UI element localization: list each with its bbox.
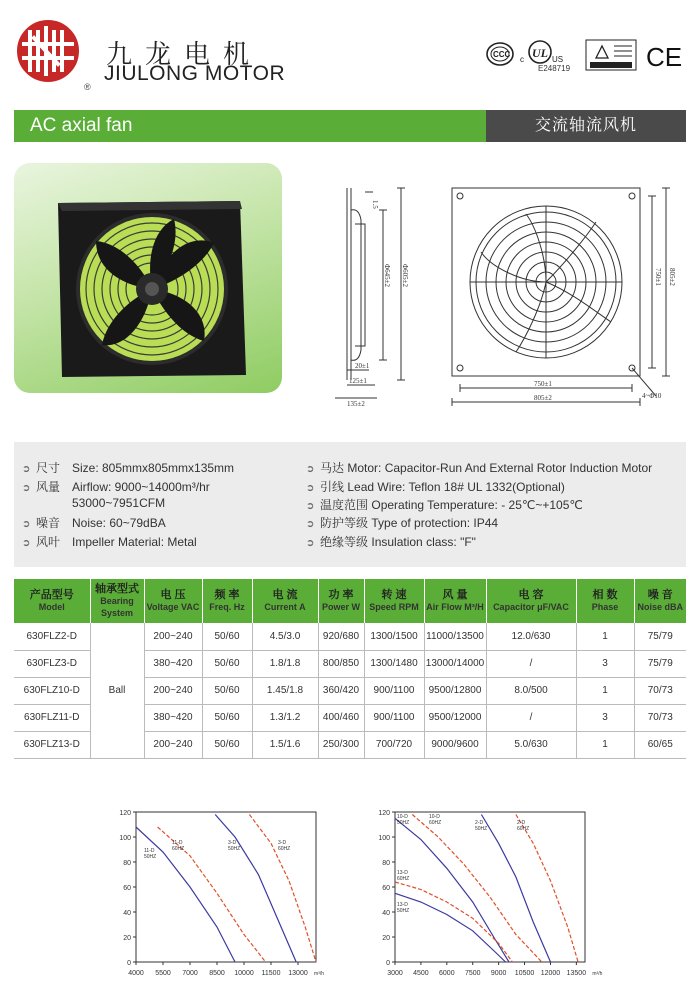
cell-noise: 75/79 bbox=[634, 650, 686, 677]
bullet-icon: ➲ bbox=[306, 483, 315, 494]
cell-current: 1.5/1.6 bbox=[252, 731, 318, 758]
header-speed: 转 速 Speed RPM bbox=[364, 579, 424, 623]
y-tick-label: 120 bbox=[119, 810, 131, 817]
dim-hole-spacing-v: 750±1 bbox=[654, 268, 662, 286]
cell-frequency: 50/60 bbox=[202, 731, 252, 758]
cell-voltage: 380~420 bbox=[144, 650, 202, 677]
series-label: 10-D bbox=[429, 814, 440, 820]
cell-airflow: 9000/9600 bbox=[424, 731, 486, 758]
dim-mount-holes: 4~Φ10 bbox=[642, 392, 662, 400]
bullet-icon: ➲ bbox=[22, 538, 31, 549]
y-tick-label: 80 bbox=[382, 860, 390, 867]
cell-phase: 1 bbox=[576, 623, 634, 650]
bullet-icon: ➲ bbox=[22, 464, 31, 475]
certification-marks bbox=[486, 38, 692, 78]
series-line bbox=[215, 815, 296, 963]
header-noise: 噪 音 Noise dBA bbox=[634, 579, 686, 623]
plot-frame bbox=[136, 812, 316, 962]
side-view-drawing bbox=[325, 180, 415, 410]
specifications-panel bbox=[14, 442, 686, 567]
x-tick-label: 6000 bbox=[439, 970, 455, 977]
cell-current: 1.3/1.2 bbox=[252, 704, 318, 731]
bullet-icon: ➲ bbox=[22, 483, 31, 494]
dim-outer-size-h: 805±2 bbox=[534, 394, 552, 402]
tuv-mark-icon bbox=[586, 40, 636, 70]
plot-frame bbox=[395, 812, 585, 962]
cell-capacitor: 8.0/500 bbox=[486, 677, 576, 704]
cell-airflow: 13000/14000 bbox=[424, 650, 486, 677]
y-tick-label: 100 bbox=[378, 835, 390, 842]
cell-capacitor: / bbox=[486, 650, 576, 677]
y-tick-label: 40 bbox=[123, 910, 131, 917]
cell-capacitor: / bbox=[486, 704, 576, 731]
series-label: 60HZ bbox=[429, 820, 442, 826]
cert-c-text: c bbox=[520, 55, 524, 64]
cell-model: 630FLZ10-D bbox=[14, 677, 90, 704]
series-label: 10-D bbox=[397, 814, 408, 820]
cell-airflow: 11000/13500 bbox=[424, 623, 486, 650]
series-label: 50HZ bbox=[397, 908, 410, 914]
x-tick-label: 4000 bbox=[128, 970, 144, 977]
x-tick-label: 5500 bbox=[155, 970, 171, 977]
series-line bbox=[395, 818, 509, 962]
cell-phase: 1 bbox=[576, 677, 634, 704]
series-label: 11-D bbox=[172, 840, 183, 846]
x-tick-label: 13000 bbox=[288, 970, 308, 977]
cell-power: 360/420 bbox=[318, 677, 364, 704]
performance-chart-left bbox=[100, 800, 340, 980]
series-line bbox=[249, 815, 316, 963]
series-label: 3-D bbox=[278, 840, 287, 846]
header-capacitor: 电 容 Capacitor μF/VAC bbox=[486, 579, 576, 623]
ccc-mark-icon bbox=[487, 43, 513, 65]
cell-airflow: 9500/12800 bbox=[424, 677, 486, 704]
spec-lead-wire: ➲ 引线 Lead Wire: Teflon 18# UL 1332(Optional) bbox=[306, 480, 565, 494]
y-tick-label: 60 bbox=[382, 885, 390, 892]
cell-noise: 75/79 bbox=[634, 623, 686, 650]
spec-impeller: ➲ 风叶 Impeller Material: Metal bbox=[22, 535, 197, 549]
cell-speed: 1300/1480 bbox=[364, 650, 424, 677]
spec-airflow: ➲ 风量 Airflow: 9000~14000m³/hr bbox=[22, 480, 210, 494]
x-tick-label: 7500 bbox=[464, 970, 481, 977]
dim-ring-inner: Φ605±2 bbox=[401, 264, 409, 287]
cell-speed: 900/1100 bbox=[364, 704, 424, 731]
dim-depth-2: 125±1 bbox=[349, 377, 367, 385]
series-line bbox=[516, 815, 578, 963]
x-tick-label: 7000 bbox=[182, 970, 198, 977]
cell-phase: 3 bbox=[576, 650, 634, 677]
series-line bbox=[395, 882, 513, 962]
dim-hole-spacing-h: 750±1 bbox=[534, 380, 552, 388]
dim-ring-outer: Φ645±2 bbox=[383, 264, 391, 287]
cell-voltage: 380~420 bbox=[144, 704, 202, 731]
cell-airflow: 9500/12000 bbox=[424, 704, 486, 731]
spec-size: ➲ 尺寸 Size: 805mmx805mmx135mm bbox=[22, 461, 235, 475]
cell-phase: 3 bbox=[576, 704, 634, 731]
brand-name-cn: 九龙电机 bbox=[106, 40, 263, 70]
x-tick-label: 10000 bbox=[234, 970, 254, 977]
product-photo bbox=[14, 163, 282, 393]
series-label: 13-D bbox=[397, 902, 408, 908]
spec-temperature: ➲ 温度范围 Operating Temperature: - 25℃~+105℃ bbox=[306, 498, 583, 512]
x-tick-label: 13500 bbox=[566, 970, 587, 977]
x-tick-label: 3000 bbox=[387, 970, 403, 977]
x-tick-label: 11500 bbox=[261, 970, 281, 977]
fan-image bbox=[14, 163, 282, 393]
cell-noise: 70/73 bbox=[634, 704, 686, 731]
header-model: 产品型号 Model bbox=[14, 579, 90, 623]
cell-model: 630FLZ11-D bbox=[14, 704, 90, 731]
series-label: 3-D bbox=[228, 840, 237, 846]
cell-phase: 1 bbox=[576, 731, 634, 758]
cell-voltage: 200~240 bbox=[144, 731, 202, 758]
y-tick-label: 40 bbox=[382, 910, 390, 917]
series-label: 11-D bbox=[144, 848, 155, 854]
cell-frequency: 50/60 bbox=[202, 623, 252, 650]
bullet-icon: ➲ bbox=[22, 519, 31, 530]
series-label: 60HZ bbox=[278, 846, 291, 852]
banner-title-en: AC axial fan bbox=[14, 110, 486, 142]
cell-speed: 900/1100 bbox=[364, 677, 424, 704]
y-tick-label: 60 bbox=[123, 885, 131, 892]
x-unit-label: m³/h bbox=[592, 971, 603, 977]
cell-model: 630FLZ13-D bbox=[14, 731, 90, 758]
series-label: 60HZ bbox=[172, 846, 185, 852]
bullet-icon: ➲ bbox=[306, 538, 315, 549]
y-tick-label: 20 bbox=[382, 935, 390, 942]
svg-text:UL: UL bbox=[532, 46, 548, 60]
x-tick-label: 4500 bbox=[413, 970, 429, 977]
ce-mark-icon bbox=[646, 42, 682, 72]
cell-power: 920/680 bbox=[318, 623, 364, 650]
header-frequency: 频 率 Freq. Hz bbox=[202, 579, 252, 623]
x-tick-label: 10500 bbox=[514, 970, 535, 977]
cell-model: 630FLZ2-D bbox=[14, 623, 90, 650]
cell-power: 250/300 bbox=[318, 731, 364, 758]
brand-name-en: JIULONG MOTOR bbox=[104, 62, 286, 85]
x-unit-label: m³/h bbox=[314, 971, 324, 977]
spec-motor: ➲ 马达 Motor: Capacitor-Run And External Rotor Induction Motor bbox=[306, 461, 653, 475]
cell-frequency: 50/60 bbox=[202, 650, 252, 677]
dim-outer-size-v: 805±2 bbox=[668, 268, 676, 286]
header-power: 功 率 Power W bbox=[318, 579, 364, 623]
brand-logo bbox=[14, 18, 82, 84]
front-view-drawing bbox=[446, 182, 684, 412]
header-bearing: 轴承型式 Bearing System bbox=[90, 579, 144, 623]
cell-bearing: Ball bbox=[90, 623, 144, 758]
cell-current: 1.8/1.8 bbox=[252, 650, 318, 677]
series-label: 60HZ bbox=[397, 876, 410, 882]
bullet-icon: ➲ bbox=[306, 519, 315, 530]
spec-noise: ➲ 噪音 Noise: 60~79dBA bbox=[22, 516, 166, 530]
table-header-row bbox=[14, 579, 686, 623]
cell-speed: 1300/1500 bbox=[364, 623, 424, 650]
y-tick-label: 20 bbox=[123, 935, 131, 942]
x-tick-label: 8500 bbox=[209, 970, 225, 977]
bullet-icon: ➲ bbox=[306, 464, 315, 475]
header-current: 电 流 Current A bbox=[252, 579, 318, 623]
x-tick-label: 9000 bbox=[490, 970, 507, 977]
cell-current: 4.5/3.0 bbox=[252, 623, 318, 650]
bullet-icon: ➲ bbox=[306, 501, 315, 512]
banner-title-cn: 交流轴流风机 bbox=[486, 110, 686, 142]
cell-frequency: 50/60 bbox=[202, 704, 252, 731]
registered-mark: ® bbox=[84, 82, 91, 92]
cert-ce-text: CE bbox=[646, 42, 683, 72]
ul-file-number: E248719 bbox=[538, 64, 571, 73]
cell-power: 800/850 bbox=[318, 650, 364, 677]
series-label: 50HZ bbox=[475, 826, 488, 832]
cell-noise: 60/65 bbox=[634, 731, 686, 758]
ul-mark-icon bbox=[520, 41, 563, 64]
series-line bbox=[481, 815, 550, 963]
series-line bbox=[412, 815, 542, 963]
header-voltage: 电 压 Voltage VAC bbox=[144, 579, 202, 623]
spec-protection: ➲ 防护等级 Type of protection: IP44 bbox=[306, 516, 499, 530]
spec-airflow-cfm: 53000~7951CFM bbox=[72, 496, 166, 510]
cell-model: 630FLZ3-D bbox=[14, 650, 90, 677]
series-label: 50HZ bbox=[397, 820, 410, 826]
series-label: 50HZ bbox=[228, 846, 241, 852]
dim-flange: 1.5 bbox=[371, 200, 379, 209]
y-tick-label: 120 bbox=[378, 810, 390, 817]
spec-insulation: ➲ 绝缘等级 Insulation class: "F" bbox=[306, 535, 476, 549]
y-tick-label: 100 bbox=[119, 835, 131, 842]
cell-capacitor: 12.0/630 bbox=[486, 623, 576, 650]
y-tick-label: 0 bbox=[127, 960, 131, 967]
series-label: 60HZ bbox=[517, 826, 530, 832]
dim-depth-3: 135±2 bbox=[347, 400, 365, 408]
table-row bbox=[14, 623, 686, 650]
series-label: 2-D bbox=[475, 820, 484, 826]
cell-voltage: 200~240 bbox=[144, 677, 202, 704]
cell-capacitor: 5.0/630 bbox=[486, 731, 576, 758]
dim-depth-1: 20±1 bbox=[355, 362, 370, 370]
svg-text:CCC: CCC bbox=[493, 50, 511, 59]
cell-frequency: 50/60 bbox=[202, 677, 252, 704]
series-line bbox=[395, 893, 506, 962]
cell-noise: 70/73 bbox=[634, 677, 686, 704]
header-airflow: 风 量 Air Flow M³/H bbox=[424, 579, 486, 623]
series-label: 2-D bbox=[517, 820, 526, 826]
y-tick-label: 0 bbox=[386, 960, 390, 967]
cell-power: 400/460 bbox=[318, 704, 364, 731]
model-table bbox=[14, 579, 686, 759]
x-tick-label: 12000 bbox=[540, 970, 561, 977]
cert-us-text: US bbox=[552, 55, 564, 64]
series-label: 13-D bbox=[397, 870, 408, 876]
performance-chart-right bbox=[355, 800, 605, 980]
series-label: 50HZ bbox=[144, 854, 157, 860]
y-tick-label: 80 bbox=[123, 860, 131, 867]
header-phase: 相 数 Phase bbox=[576, 579, 634, 623]
cell-current: 1.45/1.8 bbox=[252, 677, 318, 704]
cell-voltage: 200~240 bbox=[144, 623, 202, 650]
cell-speed: 700/720 bbox=[364, 731, 424, 758]
